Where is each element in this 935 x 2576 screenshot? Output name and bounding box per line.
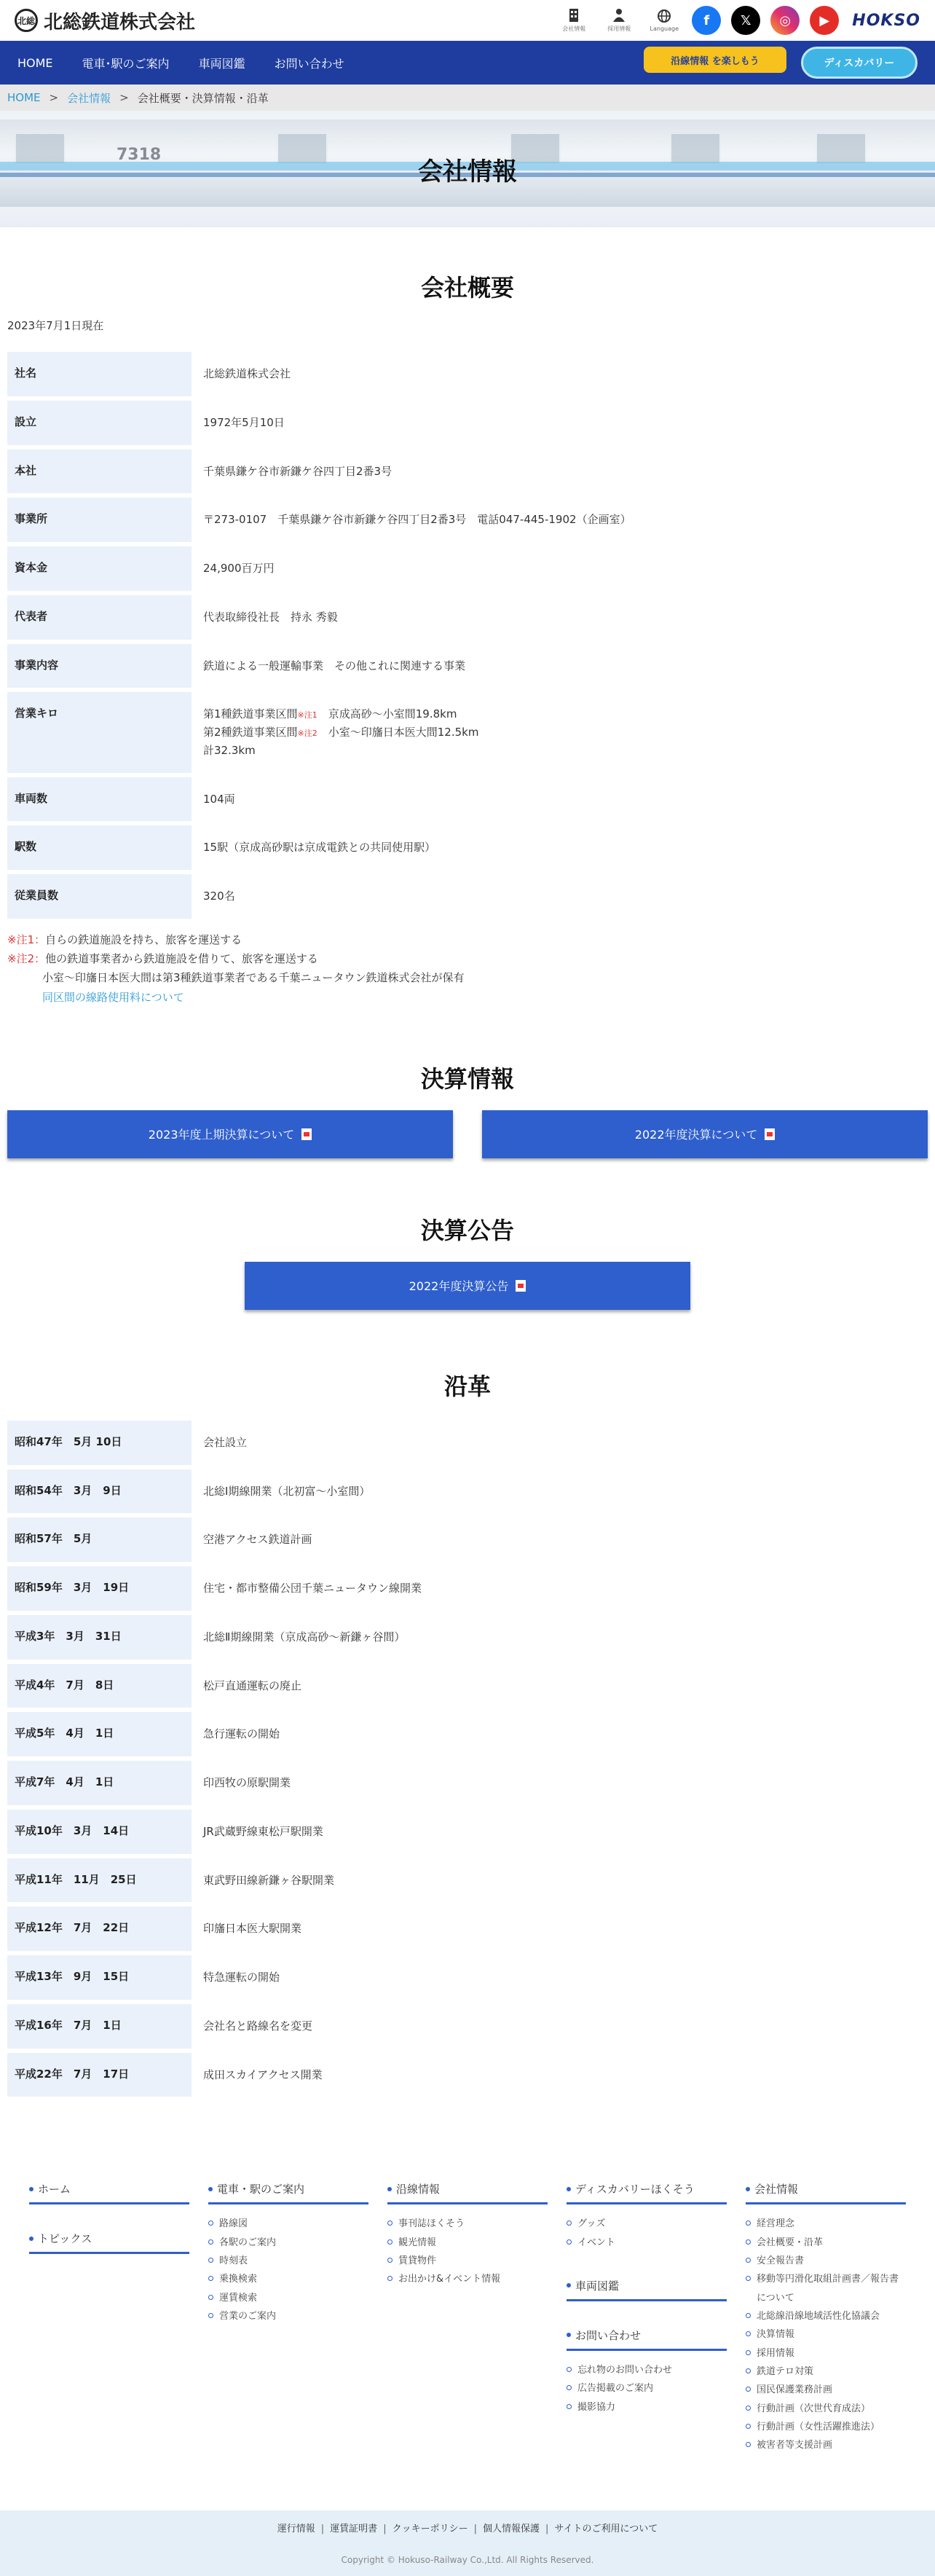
table-row <box>7 825 935 870</box>
announce-title: 決算公告 <box>420 1216 514 1244</box>
global-nav <box>0 41 935 85</box>
footer-heading-label: ディスカバリーほくそう <box>575 2183 695 2196</box>
footer-link[interactable] <box>746 2234 906 2252</box>
footer-link[interactable] <box>567 2379 727 2398</box>
footer-link-label: 国民保護業務計画 <box>757 2384 833 2396</box>
row-value: 代表取締役社長 持永 秀毅 <box>203 610 338 624</box>
financial-buttons <box>0 1110 935 1158</box>
bullet-icon <box>567 2333 571 2337</box>
bullet-icon <box>746 2187 750 2191</box>
page-title: 会社情報 <box>418 157 517 186</box>
building-icon <box>567 8 580 23</box>
button-label: 2022年度決算公告 <box>409 1279 509 1294</box>
footer-link-label: 決算情報 <box>757 2329 795 2341</box>
row-label: 本社 <box>7 449 192 494</box>
circle-bullet-icon <box>567 2404 572 2409</box>
row-label: 平成4年 7月 8日 <box>7 1664 192 1708</box>
table-row <box>7 1566 935 1611</box>
separator: | <box>473 2524 477 2535</box>
circle-bullet-icon <box>746 2239 751 2245</box>
breadcrumb-company[interactable]: 会社情報 <box>67 91 111 105</box>
footer-link[interactable] <box>567 2361 727 2379</box>
breadcrumb-current: 会社概要・決算情報・沿革 <box>137 91 269 105</box>
footer-link-label: 安全報告書 <box>757 2255 805 2266</box>
as-of-date: 2023年7月1日現在 <box>7 319 104 332</box>
note3-text: 小室～印旛日本医大間は第3種鉄道事業者である千葉ニュータウン鉄道株式会社が保有 <box>42 971 465 985</box>
footer-link-label: 忘れ物のお問い合わせ <box>577 2364 673 2376</box>
overview-notes <box>0 930 935 1007</box>
circle-bullet-icon <box>746 2424 751 2429</box>
row-label: 平成11年 11月 25日 <box>7 1858 192 1903</box>
table-row <box>7 449 935 494</box>
footer-column <box>29 2181 189 2481</box>
person-icon <box>612 8 626 23</box>
circle-bullet-icon <box>208 2258 213 2263</box>
row-value: 急行運転の開始 <box>203 1727 280 1741</box>
footer-link[interactable] <box>746 2270 906 2307</box>
globe-icon <box>657 9 671 23</box>
row-label: 平成13年 9月 15日 <box>7 1955 192 2000</box>
row-label: 社名 <box>7 352 192 396</box>
table-row <box>7 401 935 445</box>
circle-bullet-icon <box>208 2313 213 2318</box>
row-label: 車両数 <box>7 777 192 822</box>
row-value: 特急運転の開始 <box>203 1971 280 1984</box>
footer-link-label: 観光情報 <box>398 2237 437 2248</box>
circle-bullet-icon <box>567 2239 572 2245</box>
breadcrumb-separator: > <box>119 91 129 104</box>
row-value: 会社名と路線名を変更 <box>203 2019 313 2033</box>
circle-bullet-icon <box>208 2220 213 2226</box>
footer-heading[interactable] <box>567 2278 727 2301</box>
km-line1-section: 京成高砂～小室間19.8km <box>317 707 457 721</box>
table-row <box>7 1469 935 1514</box>
footer-link[interactable] <box>387 2215 548 2233</box>
table-row <box>7 2053 935 2097</box>
footer-link[interactable] <box>387 2252 548 2270</box>
row-label: 駅数 <box>7 825 192 870</box>
footer-column <box>387 2181 548 2481</box>
youtube-icon[interactable]: ▶ <box>810 6 839 35</box>
circle-bullet-icon <box>387 2276 392 2281</box>
footer-link[interactable] <box>746 2252 906 2270</box>
discovery-banner[interactable]: ディスカバリー <box>801 47 918 79</box>
button-label: 2022年度決算について <box>634 1128 758 1142</box>
footer-link-label: お出かけ&イベント情報 <box>398 2274 501 2285</box>
table-row <box>7 1810 935 1854</box>
note2-marker: ※注2： <box>7 952 46 965</box>
row-value: 千葉県鎌ケ谷市新鎌ケ谷四丁目2番3号 <box>203 464 392 478</box>
km-note1-marker: ※注1 <box>297 710 317 720</box>
logo-mark: 北総 <box>15 9 38 32</box>
circle-bullet-icon <box>746 2406 751 2411</box>
footer-column <box>208 2181 368 2481</box>
footer-column <box>746 2181 906 2481</box>
km-line1-type: 第1種鉄道事業区間 <box>203 707 298 721</box>
footer-heading[interactable] <box>208 2181 368 2204</box>
row-value: 松戸直通運転の廃止 <box>203 1678 302 1692</box>
row-label: 平成3年 3月 31日 <box>7 1615 192 1660</box>
footer-link[interactable] <box>208 2252 368 2270</box>
footer-heading-label: トピックス <box>38 2232 92 2246</box>
footer-heading-label: ホーム <box>38 2183 71 2196</box>
circle-bullet-icon <box>567 2220 572 2226</box>
row-value: 24,900百万円 <box>203 562 275 575</box>
row-value: 320名 <box>203 890 235 903</box>
bullet-icon <box>208 2187 213 2191</box>
site-logo[interactable] <box>15 7 195 34</box>
brand-logo: HOKSO <box>852 11 920 30</box>
footer-heading[interactable] <box>567 2328 727 2351</box>
footer-bottom-link[interactable]: 運行情報 <box>277 2524 315 2535</box>
breadcrumb <box>0 85 935 111</box>
table-row <box>7 498 935 542</box>
row-label: 代表者 <box>7 595 192 640</box>
circle-bullet-icon <box>387 2258 392 2263</box>
financial-title: 決算情報 <box>420 1064 514 1093</box>
top-header <box>0 0 935 41</box>
circle-bullet-icon <box>746 2387 751 2392</box>
footer-heading[interactable] <box>387 2181 548 2204</box>
footer-heading-label: 沿線情報 <box>396 2183 441 2196</box>
instagram-icon[interactable]: ◎ <box>770 6 800 35</box>
row-value: 会社設立 <box>203 1435 248 1449</box>
km-line2-section: 小室～印旛日本医大間12.5km <box>317 726 479 739</box>
row-label: 平成7年 4月 1日 <box>7 1761 192 1805</box>
footer-link[interactable] <box>746 2418 906 2436</box>
row-label: 事業内容 <box>7 644 192 688</box>
footer-link[interactable] <box>746 2325 906 2344</box>
pdf-icon <box>765 1128 775 1140</box>
footer-link[interactable] <box>208 2289 368 2307</box>
financial-2022-button[interactable] <box>482 1110 928 1158</box>
button-label: 2023年度上期決算について <box>148 1128 295 1142</box>
row-label: 事業所 <box>7 498 192 542</box>
footer-link[interactable] <box>208 2215 368 2233</box>
history-table <box>7 1416 935 2102</box>
row-label: 平成16年 7月 1日 <box>7 2004 192 2049</box>
row-label: 昭和47年 5月 10日 <box>7 1421 192 1465</box>
table-row <box>7 1664 935 1708</box>
bullet-icon <box>387 2187 392 2191</box>
table-row <box>7 595 935 640</box>
circle-bullet-icon <box>208 2276 213 2281</box>
company-info-link[interactable] <box>556 8 591 33</box>
table-row <box>7 546 935 591</box>
pdf-icon <box>516 1280 526 1292</box>
circle-bullet-icon <box>746 2442 751 2447</box>
footer-link-label: 撮影協力 <box>577 2401 616 2413</box>
bullet-icon <box>29 2187 33 2191</box>
circle-bullet-icon <box>208 2239 213 2245</box>
table-row <box>7 2004 935 2049</box>
footer-link[interactable] <box>746 2381 906 2399</box>
table-row <box>7 1421 935 1465</box>
row-value: 東武野田線新鎌ヶ谷駅開業 <box>203 1873 335 1887</box>
footer-link[interactable] <box>746 2363 906 2381</box>
row-value: 〒273-0107 千葉県鎌ケ谷市新鎌ケ谷四丁目2番3号 電話047-445-1902（企画室） <box>203 513 631 527</box>
footer-link-label: 会社概要・沿革 <box>757 2237 824 2248</box>
circle-bullet-icon <box>746 2276 751 2281</box>
row-value: 1972年5月10日 <box>203 415 285 429</box>
recruit-link[interactable] <box>601 8 636 33</box>
km-line2-type: 第2種鉄道事業区間 <box>203 726 298 739</box>
hero-banner <box>0 111 935 227</box>
footer-link[interactable] <box>567 2215 727 2233</box>
footer-link[interactable] <box>387 2234 548 2252</box>
ensen-info-banner[interactable]: 沿線情報 を楽しもう <box>644 47 786 73</box>
footer-link[interactable] <box>208 2270 368 2288</box>
footer-link-label: グッズ <box>577 2218 606 2230</box>
row-value: 住宅・都市整備公団千葉ニュータウン線開業 <box>203 1582 422 1595</box>
row-value: 104両 <box>203 792 235 806</box>
table-row <box>7 1615 935 1660</box>
footer-link-label: 鉄道テロ対策 <box>757 2366 814 2377</box>
note1-text: 自らの鉄道施設を持ち、旅客を運送する <box>45 932 242 946</box>
circle-bullet-icon <box>746 2258 751 2263</box>
circle-bullet-icon <box>746 2331 751 2336</box>
footer-bottom-link[interactable]: クッキーポリシー <box>392 2524 468 2535</box>
separator: | <box>320 2524 325 2535</box>
recruit-label: 採用情報 <box>607 25 631 32</box>
circle-bullet-icon <box>746 2350 751 2355</box>
footer-link-label: 乗換検索 <box>219 2274 258 2285</box>
footer-heading[interactable] <box>29 2231 189 2254</box>
car-number: 7318 <box>117 146 162 164</box>
row-label: 昭和54年 3月 9日 <box>7 1469 192 1514</box>
nav-banners <box>644 47 918 79</box>
footer-link[interactable] <box>746 2436 906 2454</box>
footer-link-label: 運賃検索 <box>219 2292 258 2304</box>
row-value: JR武蔵野線東松戸駅開業 <box>203 1824 323 1838</box>
circle-bullet-icon <box>208 2295 213 2300</box>
footer-heading-label: 車両図鑑 <box>575 2279 620 2293</box>
footer-link-label: 時刻表 <box>219 2255 248 2266</box>
footer-heading-label: 会社情報 <box>754 2183 799 2196</box>
table-row <box>7 352 935 396</box>
row-label: 平成12年 7月 22日 <box>7 1907 192 1951</box>
nav-home[interactable]: HOME <box>17 55 53 70</box>
row-label: 平成22年 7月 17日 <box>7 2053 192 2097</box>
financial-2023h1-button[interactable] <box>7 1110 453 1158</box>
history-title: 沿革 <box>443 1372 491 1400</box>
row-label: 昭和57年 5月 <box>7 1517 192 1562</box>
table-row <box>7 1761 935 1805</box>
bullet-icon <box>567 2283 571 2288</box>
footer-link[interactable] <box>387 2270 548 2288</box>
row-value <box>192 692 935 772</box>
row-label: 設立 <box>7 401 192 445</box>
breadcrumb-home[interactable]: HOME <box>7 91 41 104</box>
row-value: 印西牧の原駅開業 <box>203 1776 291 1789</box>
circle-bullet-icon <box>746 2368 751 2373</box>
footer-link-label: 行動計画（女性活躍推進法） <box>757 2422 880 2433</box>
footer-sitemap <box>0 2181 935 2510</box>
row-label: 営業キロ <box>7 692 192 772</box>
announce-2022-button[interactable] <box>245 1262 690 1310</box>
facebook-icon[interactable]: f <box>692 6 721 35</box>
company-info-label: 会社情報 <box>562 25 586 32</box>
overview-title: 会社概要 <box>420 274 514 302</box>
footer-link[interactable] <box>746 2344 906 2363</box>
footer-bottom-link[interactable]: サイトのご利用について <box>554 2524 658 2535</box>
row-value: 北総鉄道株式会社 <box>203 367 291 380</box>
header-utilities <box>556 6 920 35</box>
footer-link[interactable] <box>567 2234 727 2252</box>
track-fee-link[interactable]: 同区間の線路使用料について <box>42 990 184 1004</box>
row-value: 鉄道による一般運輸事業 その他これに関連する事業 <box>203 659 466 672</box>
row-value: 北総Ⅱ期線開業（京成高砂～新鎌ヶ谷間） <box>203 1630 406 1644</box>
row-label: 平成5年 4月 1日 <box>7 1712 192 1756</box>
circle-bullet-icon <box>387 2220 392 2226</box>
footer-link[interactable] <box>567 2398 727 2416</box>
row-label: 平成10年 3月 14日 <box>7 1810 192 1854</box>
row-value: 印旛日本医大駅開業 <box>203 1922 302 1936</box>
footer-link-label: 賃貸物件 <box>398 2255 437 2266</box>
separator: | <box>383 2524 387 2535</box>
x-icon[interactable]: 𝕏 <box>731 6 760 35</box>
bullet-icon <box>567 2187 571 2191</box>
footer-link[interactable] <box>208 2307 368 2325</box>
nav-contact[interactable]: お問い合わせ <box>274 56 344 71</box>
pdf-icon <box>301 1128 312 1140</box>
table-row <box>7 777 935 822</box>
bullet-icon <box>29 2237 33 2241</box>
circle-bullet-icon <box>746 2220 751 2226</box>
nav-train-station-guide[interactable]: 電車･駅のご案内 <box>82 56 170 71</box>
table-row <box>7 1907 935 1951</box>
separator: | <box>545 2524 549 2535</box>
row-label: 資本金 <box>7 546 192 591</box>
breadcrumb-separator: > <box>49 91 59 104</box>
announce-buttons <box>0 1262 935 1310</box>
footer-column <box>567 2181 727 2481</box>
circle-bullet-icon <box>387 2239 392 2245</box>
footer-heading-label: 電車・駅のご案内 <box>217 2183 305 2196</box>
footer-link-label: 広告掲載のご案内 <box>577 2383 654 2395</box>
table-row <box>7 1712 935 1756</box>
footer-heading[interactable] <box>746 2181 906 2204</box>
table-row <box>7 1517 935 1562</box>
table-row <box>7 1955 935 2000</box>
footer-links <box>277 2521 658 2534</box>
footer-link-label: 事刊誌ほくそう <box>398 2218 465 2230</box>
note1-marker: ※注1： <box>7 932 46 946</box>
table-row <box>7 874 935 919</box>
row-value: 成田スカイアクセス開業 <box>203 2068 323 2081</box>
footer-link[interactable] <box>746 2307 906 2325</box>
footer-bottom-link[interactable]: 運賃証明書 <box>330 2524 378 2535</box>
language-link[interactable] <box>647 9 682 32</box>
nav-vehicle-guide[interactable]: 車両図鑑 <box>198 56 245 71</box>
row-value: 15駅（京成高砂駅は京成電鉄との共同使用駅） <box>203 841 436 855</box>
circle-bullet-icon <box>746 2313 751 2318</box>
km-note2-marker: ※注2 <box>297 729 317 738</box>
logo-text: 北総鉄道株式会社 <box>44 11 196 34</box>
footer-link-label: 路線図 <box>219 2218 248 2230</box>
footer-link[interactable] <box>746 2400 906 2418</box>
footer-link-label: 被害者等支援計画 <box>757 2440 833 2451</box>
footer-heading-label: お問い合わせ <box>575 2328 642 2342</box>
overview-table <box>7 347 935 923</box>
footer-link[interactable] <box>746 2215 906 2233</box>
circle-bullet-icon <box>567 2367 572 2372</box>
note2-text: 他の鉄道事業者から鉄道施設を借りて、旅客を運送する <box>45 952 318 965</box>
footer-link-label: 各駅のご案内 <box>219 2237 277 2248</box>
footer-bottom <box>0 2510 935 2576</box>
footer-heading[interactable] <box>567 2181 727 2204</box>
footer-link-label: 北総線沿線地域活性化協議会 <box>757 2310 880 2322</box>
language-label: Language <box>650 25 679 32</box>
footer-link-label: イベント <box>577 2237 616 2248</box>
footer-bottom-link[interactable]: 個人情報保護 <box>482 2524 540 2535</box>
footer-heading[interactable] <box>29 2181 189 2204</box>
row-label: 昭和59年 3月 19日 <box>7 1566 192 1611</box>
table-row <box>7 1858 935 1903</box>
row-label: 従業員数 <box>7 874 192 919</box>
footer-link[interactable] <box>208 2234 368 2252</box>
footer-link-label: 行動計画（次世代育成法） <box>757 2403 871 2414</box>
table-row <box>7 692 935 772</box>
footer-link-label: 移動等円滑化取組計画書／報告書について <box>757 2274 899 2304</box>
row-value: 北総Ⅰ期線開業（北初富～小室間） <box>203 1484 371 1498</box>
circle-bullet-icon <box>567 2385 572 2390</box>
row-value: 空港アクセス鉄道計画 <box>203 1533 312 1547</box>
km-total: 計32.3km <box>203 743 256 757</box>
copyright: Copyright © Hokuso-Railway Co.,Ltd. All Rights Reserved. <box>341 2555 594 2566</box>
table-row <box>7 644 935 688</box>
footer-link-label: 経営理念 <box>757 2218 795 2230</box>
footer-link-label: 営業のご案内 <box>219 2310 277 2322</box>
footer-link-label: 採用情報 <box>757 2347 795 2359</box>
